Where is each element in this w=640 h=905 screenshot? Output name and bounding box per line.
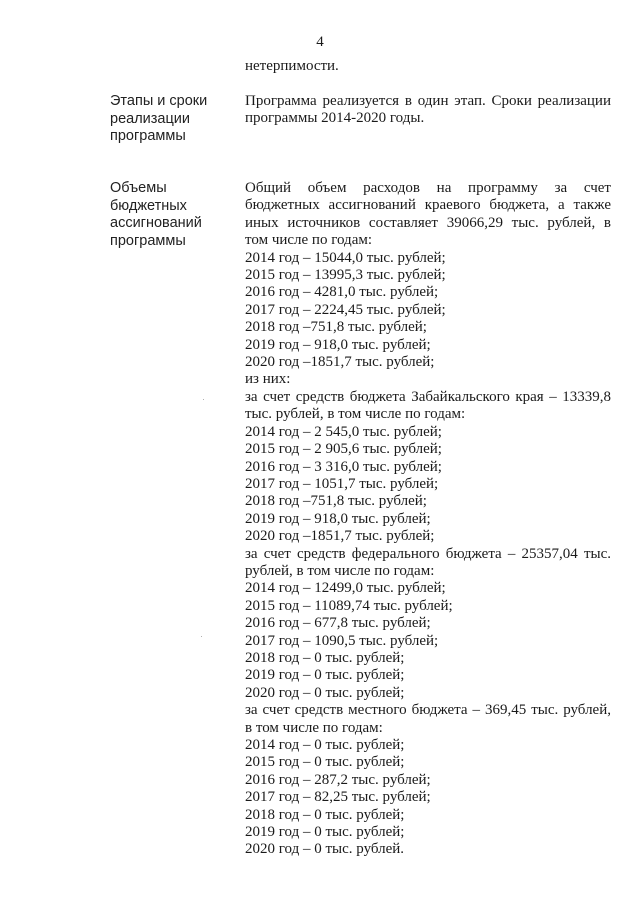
label-line: Этапы и сроки [110,93,208,109]
total-year-line: 2020 год –1851,7 тыс. рублей; [245,354,435,371]
local-year-line: 2014 год – 0 тыс. рублей; [245,737,405,753]
regional-year-line: 2018 год –751,8 тыс. рублей; [245,493,427,510]
regional-year-line: 2020 год –1851,7 тыс. рублей; [245,528,435,545]
text-stages-and-terms [245,93,611,128]
local-year-line: 2018 год – 0 тыс. рублей; [245,806,405,823]
continuation-text: нетерпимости. [245,58,339,74]
local-year-line: 2019 год – 0 тыс. рублей; [245,824,405,841]
total-year-line: 2014 год – 15044,0 тыс. рублей; [245,249,446,266]
federal-intro-line: рублей, в том числе по годам: [245,562,435,579]
local-intro-line: в том числе по годам: [245,719,383,736]
federal-year-line: 2016 год – 677,8 тыс. рублей; [245,615,431,632]
regional-year-line: 2015 год – 2 905,6 тыс. рублей; [245,441,442,458]
page-number: 4 [316,34,324,50]
regional-year-line: 2016 год – 3 316,0 тыс. рублей; [245,458,442,475]
local-year-line: 2015 год – 0 тыс. рублей; [245,754,405,771]
federal-intro-line: за счет средств федерального бюджета – 25357,04 тыс. [245,545,611,562]
regional-year-line: 2017 год – 1051,7 тыс. рублей; [245,475,439,492]
scan-speck [203,399,204,400]
local-year-line: 2016 год – 287,2 тыс. рублей; [245,771,431,788]
label-line: бюджетных [110,197,187,214]
intro-line: бюджетных ассигнований краевого бюджета, а также [245,197,611,214]
federal-year-line: 2015 год – 11089,74 тыс. рублей; [245,597,453,614]
intro-line: том числе по годам: [245,232,373,249]
intro-line: Общий объем расходов на программу за счет [245,180,611,196]
total-year-line: 2019 год – 918,0 тыс. рублей; [245,336,431,353]
label-line: Объемы [110,180,167,196]
regional-intro-line: тыс. рублей, в том числе по годам: [245,406,466,423]
total-year-line: 2018 год –751,8 тыс. рублей; [245,319,427,336]
local-year-line: 2020 год – 0 тыс. рублей. [245,841,405,858]
federal-year-line: 2019 год – 0 тыс. рублей; [245,667,405,684]
label-line: программы [110,128,186,144]
label-stages-and-terms [110,93,230,146]
regional-year-line: 2014 год – 2 545,0 тыс. рублей; [245,423,442,440]
label-line: ассигнований [110,215,202,231]
local-year-line: 2017 год – 82,25 тыс. рублей; [245,789,431,806]
local-intro-line: за счет средств местного бюджета – 369,45 тыс. рублей, [245,702,611,719]
total-year-line: 2017 год – 2224,45 тыс. рублей; [245,301,446,318]
intro-line: иных источников составляет 39066,29 тыс. рублей, в [245,214,611,231]
federal-year-line: 2014 год – 12499,0 тыс. рублей; [245,580,446,597]
label-line: реализации [110,110,190,127]
total-year-line: 2016 год – 4281,0 тыс. рублей; [245,284,439,301]
text-line: программы 2014-2020 годы. [245,110,425,127]
federal-year-line: 2018 год – 0 тыс. рублей; [245,649,405,666]
text-line: Программа реализуется в один этап. Сроки реализации [245,93,611,109]
regional-year-line: 2019 год – 918,0 тыс. рублей; [245,510,431,527]
total-year-line: 2015 год – 13995,3 тыс. рублей; [245,267,446,284]
scan-speck [201,636,202,637]
label-budget-volumes [110,180,230,250]
text-budget-volumes [245,180,611,859]
federal-year-line: 2017 год – 1090,5 тыс. рублей; [245,632,439,649]
federal-year-line: 2020 год – 0 тыс. рублей; [245,684,405,701]
of-them-line: из них: [245,371,291,388]
label-line: программы [110,232,186,249]
regional-intro-line: за счет средств бюджета Забайкальского края – 13339,8 [245,388,611,405]
